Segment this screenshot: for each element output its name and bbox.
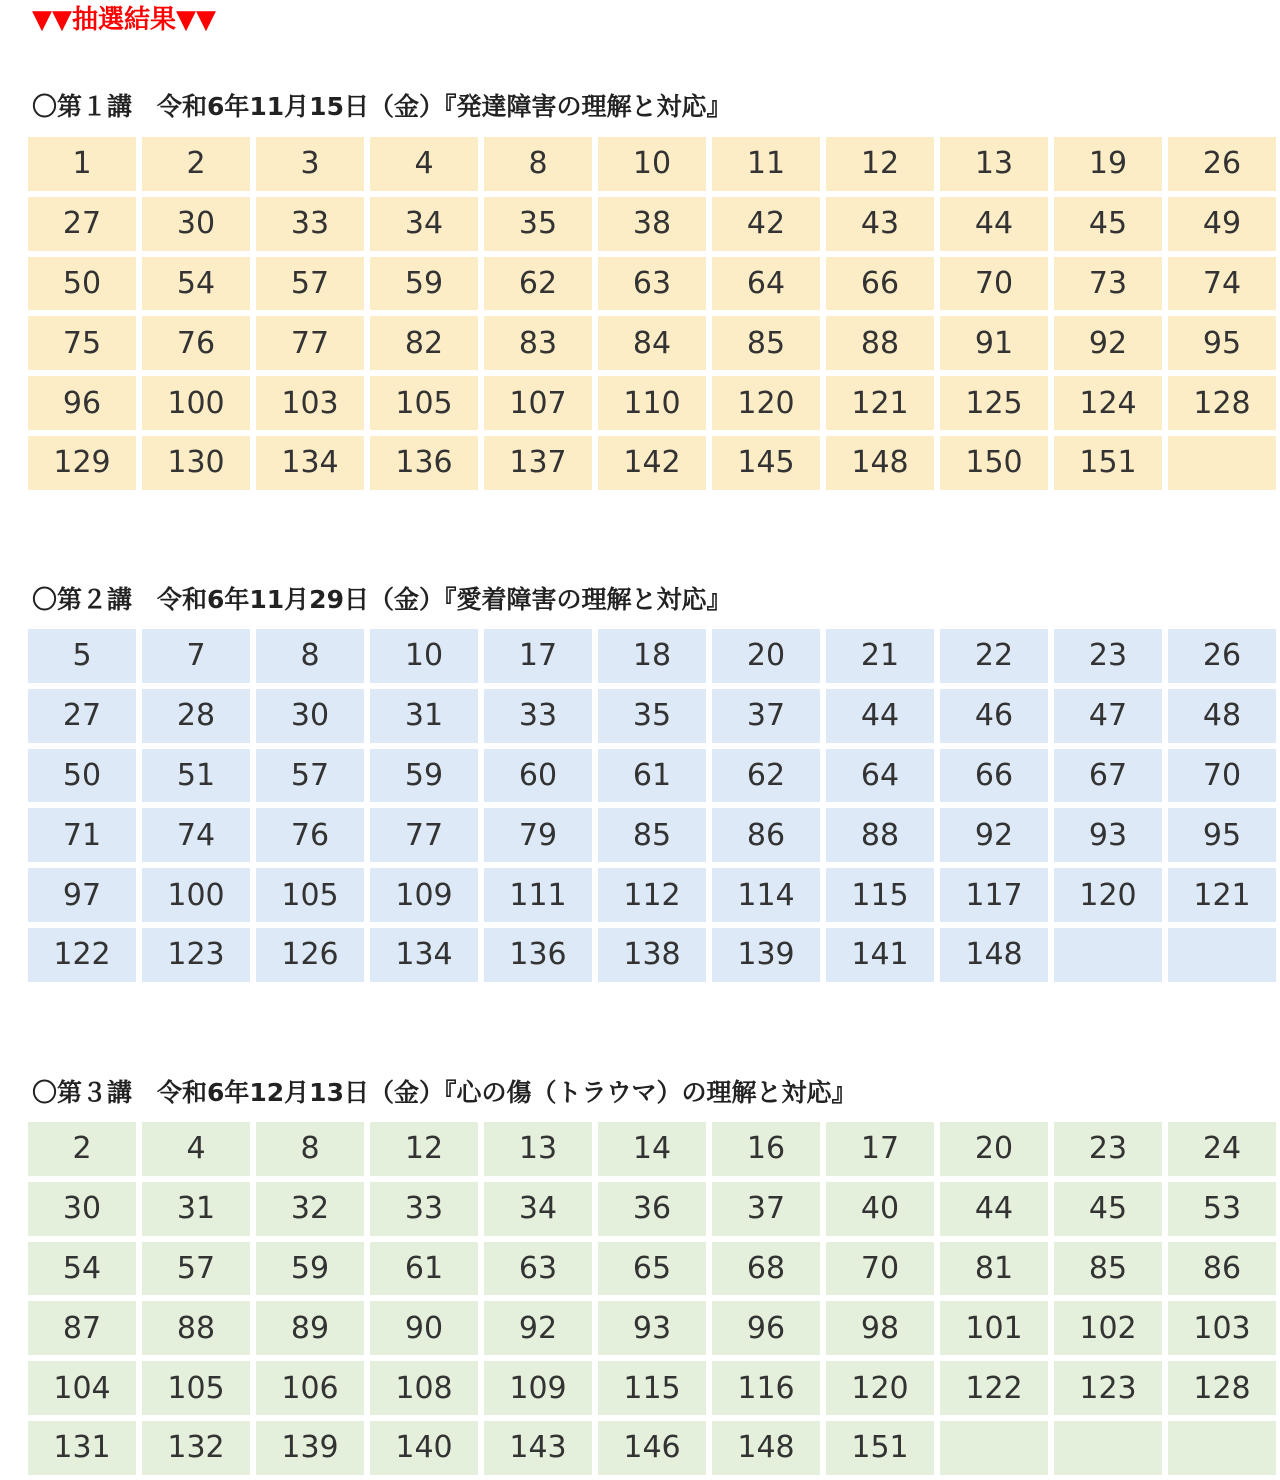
number-cell: 73 (1054, 257, 1162, 311)
section-2-title: 〇第２講 令和6年11月29日（金）『愛着障害の理解と対応』 (32, 585, 732, 614)
empty-cell (1054, 928, 1162, 982)
empty-cell (1054, 1421, 1162, 1475)
number-cell: 146 (598, 1421, 706, 1475)
number-cell: 96 (28, 376, 136, 430)
number-cell: 61 (370, 1242, 478, 1296)
number-cell: 50 (28, 749, 136, 803)
number-cell: 103 (256, 376, 364, 430)
number-cell: 59 (370, 749, 478, 803)
number-cell: 101 (940, 1301, 1048, 1355)
number-cell: 20 (712, 629, 820, 683)
section-1-number-grid (28, 137, 1276, 490)
number-cell: 37 (712, 689, 820, 743)
number-cell: 151 (1054, 436, 1162, 490)
number-cell: 82 (370, 316, 478, 370)
section-3-number-grid (28, 1122, 1276, 1475)
number-cell: 32 (256, 1182, 364, 1236)
number-cell: 30 (142, 197, 250, 251)
number-cell: 33 (370, 1182, 478, 1236)
number-cell: 87 (28, 1301, 136, 1355)
number-cell: 136 (484, 928, 592, 982)
number-cell: 30 (256, 689, 364, 743)
section-3-title: 〇第３講 令和6年12月13日（金）『心の傷（トラウマ）の理解と対応』 (32, 1078, 857, 1107)
number-cell: 4 (142, 1122, 250, 1176)
empty-cell (1168, 928, 1276, 982)
number-cell: 38 (598, 197, 706, 251)
number-cell: 105 (256, 868, 364, 922)
number-cell: 123 (142, 928, 250, 982)
number-cell: 130 (142, 436, 250, 490)
number-cell: 48 (1168, 689, 1276, 743)
number-cell: 53 (1168, 1182, 1276, 1236)
number-cell: 8 (256, 629, 364, 683)
number-cell: 134 (256, 436, 364, 490)
number-cell: 44 (940, 197, 1048, 251)
number-cell: 35 (598, 689, 706, 743)
number-cell: 27 (28, 197, 136, 251)
number-cell: 1 (28, 137, 136, 191)
number-cell: 137 (484, 436, 592, 490)
number-cell: 44 (940, 1182, 1048, 1236)
number-cell: 2 (28, 1122, 136, 1176)
number-cell: 44 (826, 689, 934, 743)
number-cell: 10 (370, 629, 478, 683)
number-cell: 26 (1168, 137, 1276, 191)
number-cell: 128 (1168, 376, 1276, 430)
number-cell: 151 (826, 1421, 934, 1475)
number-cell: 85 (712, 316, 820, 370)
number-cell: 110 (598, 376, 706, 430)
number-cell: 77 (370, 808, 478, 862)
number-cell: 109 (484, 1361, 592, 1415)
number-cell: 14 (598, 1122, 706, 1176)
number-cell: 68 (712, 1242, 820, 1296)
number-cell: 88 (826, 808, 934, 862)
number-cell: 122 (28, 928, 136, 982)
number-cell: 132 (142, 1421, 250, 1475)
number-cell: 57 (256, 749, 364, 803)
number-cell: 134 (370, 928, 478, 982)
number-cell: 102 (1054, 1301, 1162, 1355)
number-cell: 116 (712, 1361, 820, 1415)
number-cell: 148 (712, 1421, 820, 1475)
number-cell: 66 (826, 257, 934, 311)
number-cell: 62 (712, 749, 820, 803)
number-cell: 70 (826, 1242, 934, 1296)
number-cell: 114 (712, 868, 820, 922)
number-cell: 103 (1168, 1301, 1276, 1355)
number-cell: 36 (598, 1182, 706, 1236)
number-cell: 123 (1054, 1361, 1162, 1415)
number-cell: 140 (370, 1421, 478, 1475)
number-cell: 139 (712, 928, 820, 982)
number-cell: 60 (484, 749, 592, 803)
number-cell: 121 (1168, 868, 1276, 922)
number-cell: 13 (940, 137, 1048, 191)
number-cell: 31 (370, 689, 478, 743)
number-cell: 21 (826, 629, 934, 683)
number-cell: 96 (712, 1301, 820, 1355)
number-cell: 115 (826, 868, 934, 922)
number-cell: 74 (142, 808, 250, 862)
number-cell: 64 (826, 749, 934, 803)
number-cell: 22 (940, 629, 1048, 683)
number-cell: 63 (598, 257, 706, 311)
number-cell: 28 (142, 689, 250, 743)
number-cell: 122 (940, 1361, 1048, 1415)
number-cell: 31 (142, 1182, 250, 1236)
number-cell: 7 (142, 629, 250, 683)
number-cell: 88 (142, 1301, 250, 1355)
number-cell: 139 (256, 1421, 364, 1475)
number-cell: 2 (142, 137, 250, 191)
number-cell: 12 (826, 137, 934, 191)
section-1-title: 〇第１講 令和6年11月15日（金）『発達障害の理解と対応』 (32, 92, 732, 121)
number-cell: 46 (940, 689, 1048, 743)
number-cell: 91 (940, 316, 1048, 370)
number-cell: 57 (142, 1242, 250, 1296)
number-cell: 117 (940, 868, 1048, 922)
number-cell: 92 (940, 808, 1048, 862)
number-cell: 97 (28, 868, 136, 922)
number-cell: 95 (1168, 316, 1276, 370)
number-cell: 129 (28, 436, 136, 490)
number-cell: 125 (940, 376, 1048, 430)
number-cell: 34 (484, 1182, 592, 1236)
number-cell: 45 (1054, 197, 1162, 251)
number-cell: 40 (826, 1182, 934, 1236)
number-cell: 92 (1054, 316, 1162, 370)
number-cell: 43 (826, 197, 934, 251)
number-cell: 34 (370, 197, 478, 251)
number-cell: 65 (598, 1242, 706, 1296)
number-cell: 76 (142, 316, 250, 370)
number-cell: 104 (28, 1361, 136, 1415)
number-cell: 121 (826, 376, 934, 430)
number-cell: 83 (484, 316, 592, 370)
number-cell: 45 (1054, 1182, 1162, 1236)
number-cell: 107 (484, 376, 592, 430)
number-cell: 120 (826, 1361, 934, 1415)
number-cell: 70 (1168, 749, 1276, 803)
lottery-results-header: ▼▼抽選結果▼▼ (32, 5, 216, 35)
number-cell: 98 (826, 1301, 934, 1355)
number-cell: 93 (598, 1301, 706, 1355)
number-cell: 79 (484, 808, 592, 862)
number-cell: 90 (370, 1301, 478, 1355)
number-cell: 12 (370, 1122, 478, 1176)
number-cell: 64 (712, 257, 820, 311)
number-cell: 59 (256, 1242, 364, 1296)
number-cell: 57 (256, 257, 364, 311)
number-cell: 89 (256, 1301, 364, 1355)
number-cell: 148 (826, 436, 934, 490)
number-cell: 54 (28, 1242, 136, 1296)
number-cell: 23 (1054, 1122, 1162, 1176)
number-cell: 19 (1054, 137, 1162, 191)
number-cell: 4 (370, 137, 478, 191)
number-cell: 109 (370, 868, 478, 922)
number-cell: 108 (370, 1361, 478, 1415)
number-cell: 42 (712, 197, 820, 251)
number-cell: 54 (142, 257, 250, 311)
number-cell: 120 (1054, 868, 1162, 922)
number-cell: 37 (712, 1182, 820, 1236)
number-cell: 86 (1168, 1242, 1276, 1296)
number-cell: 50 (28, 257, 136, 311)
number-cell: 49 (1168, 197, 1276, 251)
number-cell: 138 (598, 928, 706, 982)
number-cell: 66 (940, 749, 1048, 803)
number-cell: 81 (940, 1242, 1048, 1296)
number-cell: 71 (28, 808, 136, 862)
number-cell: 70 (940, 257, 1048, 311)
number-cell: 17 (826, 1122, 934, 1176)
number-cell: 148 (940, 928, 1048, 982)
number-cell: 128 (1168, 1361, 1276, 1415)
number-cell: 145 (712, 436, 820, 490)
number-cell: 8 (484, 137, 592, 191)
number-cell: 63 (484, 1242, 592, 1296)
number-cell: 142 (598, 436, 706, 490)
number-cell: 13 (484, 1122, 592, 1176)
number-cell: 3 (256, 137, 364, 191)
number-cell: 150 (940, 436, 1048, 490)
number-cell: 18 (598, 629, 706, 683)
number-cell: 126 (256, 928, 364, 982)
number-cell: 17 (484, 629, 592, 683)
number-cell: 30 (28, 1182, 136, 1236)
number-cell: 141 (826, 928, 934, 982)
number-cell: 86 (712, 808, 820, 862)
number-cell: 84 (598, 316, 706, 370)
number-cell: 76 (256, 808, 364, 862)
number-cell: 59 (370, 257, 478, 311)
number-cell: 23 (1054, 629, 1162, 683)
number-cell: 100 (142, 868, 250, 922)
number-cell: 88 (826, 316, 934, 370)
number-cell: 105 (370, 376, 478, 430)
number-cell: 61 (598, 749, 706, 803)
number-cell: 131 (28, 1421, 136, 1475)
number-cell: 10 (598, 137, 706, 191)
number-cell: 27 (28, 689, 136, 743)
number-cell: 62 (484, 257, 592, 311)
number-cell: 85 (1054, 1242, 1162, 1296)
number-cell: 143 (484, 1421, 592, 1475)
number-cell: 85 (598, 808, 706, 862)
number-cell: 35 (484, 197, 592, 251)
number-cell: 115 (598, 1361, 706, 1415)
number-cell: 106 (256, 1361, 364, 1415)
number-cell: 124 (1054, 376, 1162, 430)
number-cell: 26 (1168, 629, 1276, 683)
empty-cell (1168, 1421, 1276, 1475)
number-cell: 100 (142, 376, 250, 430)
number-cell: 112 (598, 868, 706, 922)
number-cell: 74 (1168, 257, 1276, 311)
number-cell: 136 (370, 436, 478, 490)
empty-cell (940, 1421, 1048, 1475)
number-cell: 95 (1168, 808, 1276, 862)
number-cell: 120 (712, 376, 820, 430)
empty-cell (1168, 436, 1276, 490)
number-cell: 33 (256, 197, 364, 251)
number-cell: 33 (484, 689, 592, 743)
number-cell: 5 (28, 629, 136, 683)
section-2-number-grid (28, 629, 1276, 982)
number-cell: 11 (712, 137, 820, 191)
number-cell: 75 (28, 316, 136, 370)
number-cell: 51 (142, 749, 250, 803)
number-cell: 92 (484, 1301, 592, 1355)
number-cell: 47 (1054, 689, 1162, 743)
number-cell: 111 (484, 868, 592, 922)
number-cell: 67 (1054, 749, 1162, 803)
number-cell: 77 (256, 316, 364, 370)
number-cell: 8 (256, 1122, 364, 1176)
number-cell: 20 (940, 1122, 1048, 1176)
number-cell: 93 (1054, 808, 1162, 862)
number-cell: 24 (1168, 1122, 1276, 1176)
number-cell: 105 (142, 1361, 250, 1415)
number-cell: 16 (712, 1122, 820, 1176)
